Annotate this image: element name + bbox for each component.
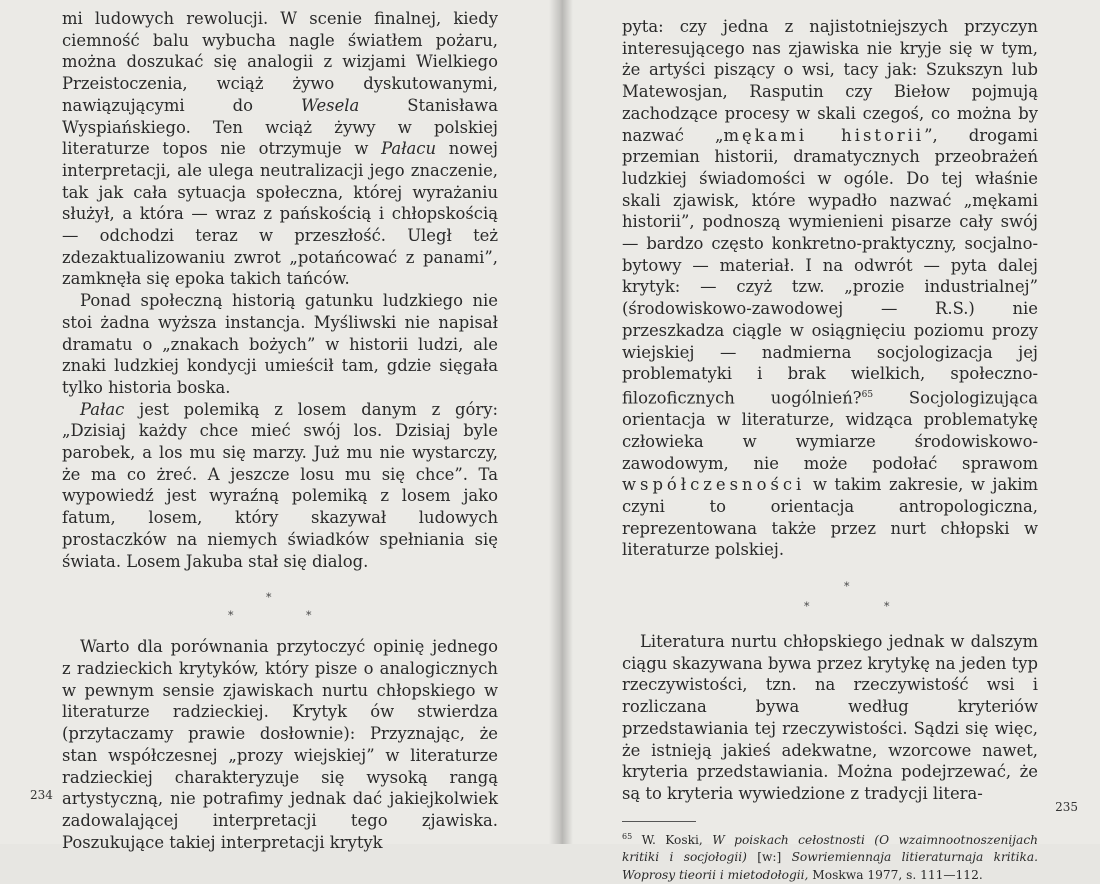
asterisk: * [306, 609, 312, 623]
text-run: jest polemiką z losem danym z góry: „Dzisiaj każdy chce mieć swój los. Dzisiaj byle parobek, a los mu się marzy. Już mu nie wystarczy, że ma co żreć. A jeszcze losu mu się chce”. Ta wypowiedź jest wyraźną polemiką z losem jako fatum, losem, który skazywał ludowych prostaczków na niemych świadków spełniania się świata. Losem Jakuba stał się dialog. [62, 399, 498, 571]
section-asterism [622, 561, 1038, 631]
text-run: W. Koski, [632, 832, 713, 847]
italic-title-wesela: Wesela [300, 95, 360, 115]
footnote-reference: 65 [861, 389, 874, 400]
text-run: mi ludowych rewolucji. W scenie finalnej, kiedy ciemność balu wybucha nagle światłem pożaru, można doszukać się analogii z wizjami Wielkiego Przeistoczenia, wciąż żywo dyskutowanymi, nawiązującymi do [62, 9, 498, 115]
italic-title: W poiskach cełostnosti (O wzaimnootnoszenijach kritiki i socjołogii) [622, 832, 1039, 865]
left-paragraph-1 [62, 8, 498, 290]
left-paragraph-2: Ponad społeczną historią gatunku ludzkiego nie stoi żadna wyższa instancja. Myśliwski nie napisał dramatu o „znakach bożych” w historii ludzi, ale znaki ludzkiej kondycji umieścił tam, gdzie sięgała tylko historia boska. [62, 291, 498, 397]
footnote-number: 65 [622, 831, 633, 841]
text-run: pyta: czy jedna z najistotniejszych przyczyn interesującego nas zjawiska nie kryje się w tym, że artyści piszący o wsi, tacy jak: Szukszyn lub Matewosjan, Rasputin czy Biełow pojmują zachodzące procesy w skali czegoś, co można by nazwać „ [622, 17, 1038, 145]
asterisk: * [884, 600, 890, 614]
page-number-left: 234 [30, 788, 53, 802]
italic-title-palac: Pałac [80, 399, 125, 419]
text-run: [w:] [746, 850, 792, 865]
footnote-65 [622, 828, 1038, 884]
italic-title-palacu: Pałacu [381, 139, 437, 159]
left-page-text [62, 8, 498, 853]
text-run: Socjologizująca orientacja w literaturze, widząca problematykę człowieka w wymiarze środowiskowo-zawodowym, nie może podołać sprawom [622, 388, 1038, 473]
right-page [566, 0, 1100, 882]
left-paragraph-3 [62, 399, 498, 573]
left-page [0, 0, 560, 852]
text-run: w takim zakresie, w jakim czyni to orientacja antropologiczna, reprezentowana także przez nurt chłopski w literaturze polskiej. [622, 475, 1038, 560]
italic-title: Sowriemiennaja litieraturnaja kritika. Woprosy tieorii i mietodołogii, [622, 850, 1038, 882]
text-run: nowej interpretacji, ale ulega neutralizacji jego znaczenie, tak jak cała sytuacja społeczna, której wyrażaniu służył, a która — wraz z pańskością i chłopskością — odchodzi teraz w przeszłość. Uległ też zdezaktualizowaniu zwrot „potańcować z panami”, zamknęła się epoka takich tańców. [62, 139, 498, 289]
spaced-emphasis: współczesności [622, 475, 806, 495]
right-paragraph-2: Literatura nurtu chłopskiego jednak w dalszym ciągu skazywana bywa przez krytykę na jeden typ rzeczywistości, tzn. na rzeczywistość wsi i rozliczana bywa według kryteriów przedstawiania tej rzeczywistości. Sądzi się więc, że istnieją jakieś adekwatne, wzorcowe nawet, kryteria przedstawiania. Można podejrzewać, że są to kryteria wywiedzione z tradycji litera- [622, 632, 1038, 803]
left-paragraph-4: Warto dla porównania przytoczyć opinię jednego z radzieckich krytyków, który pisze o analogicznych w pewnym sensie zjawiskach nurtu chłopskiego w literaturze radzieckiej. Krytyk ów stwierdza (przytaczamy prawie dosłownie): Przyznając, że stan współczesnej „prozy wiejskiej” w literaturze radzieckiej charakteryzuje się wysoką rangą artystyczną, nie potrafimy jednak dać jakiejkolwiek zadowalającej interpretacji tego zjawiska. Poszukujące takiej interpretacji krytyk [62, 637, 498, 852]
asterisk: * [804, 600, 810, 614]
section-asterism [62, 572, 498, 636]
asterisk: * [228, 609, 234, 623]
footnote-divider [622, 821, 696, 822]
asterisk: * [844, 580, 850, 594]
asterisk: * [266, 591, 272, 605]
right-paragraph-1 [622, 16, 1038, 561]
page-number-right: 235 [1055, 800, 1078, 814]
right-page-text [622, 16, 1038, 884]
spaced-emphasis: mękami historii [723, 125, 925, 145]
text-run: Moskwa 1977, s. 111—112. [808, 867, 983, 882]
text-run: Stanisława Wyspiańskiego. Ten wciąż żywy w polskiej literaturze topos nie otrzymuje w [62, 95, 498, 159]
text-run: ”, drogami przemian historii, dramatycznych przeobrażeń ludzkiej świadomości w ogóle. Do tej właśnie skali zjawisk, które wypadło nazwać „mękami historii”, podnoszą wymienieni pisarze cały swój — bardzo często konkretno-praktyczny, socjalno-bytowy — materiał. I na odwrót — pyta dalej krytyk: — czyż tzw. „prozie industrialnej” (środowiskowo-zawodowej — R.S.) nie przeszkadza ciągle w osiągnięciu poziomu prozy wiejskiej — nadmierna socjologizacja jej problematyki i brak wielkich, społeczno-filozoficznych uogólnień? [622, 125, 1038, 408]
